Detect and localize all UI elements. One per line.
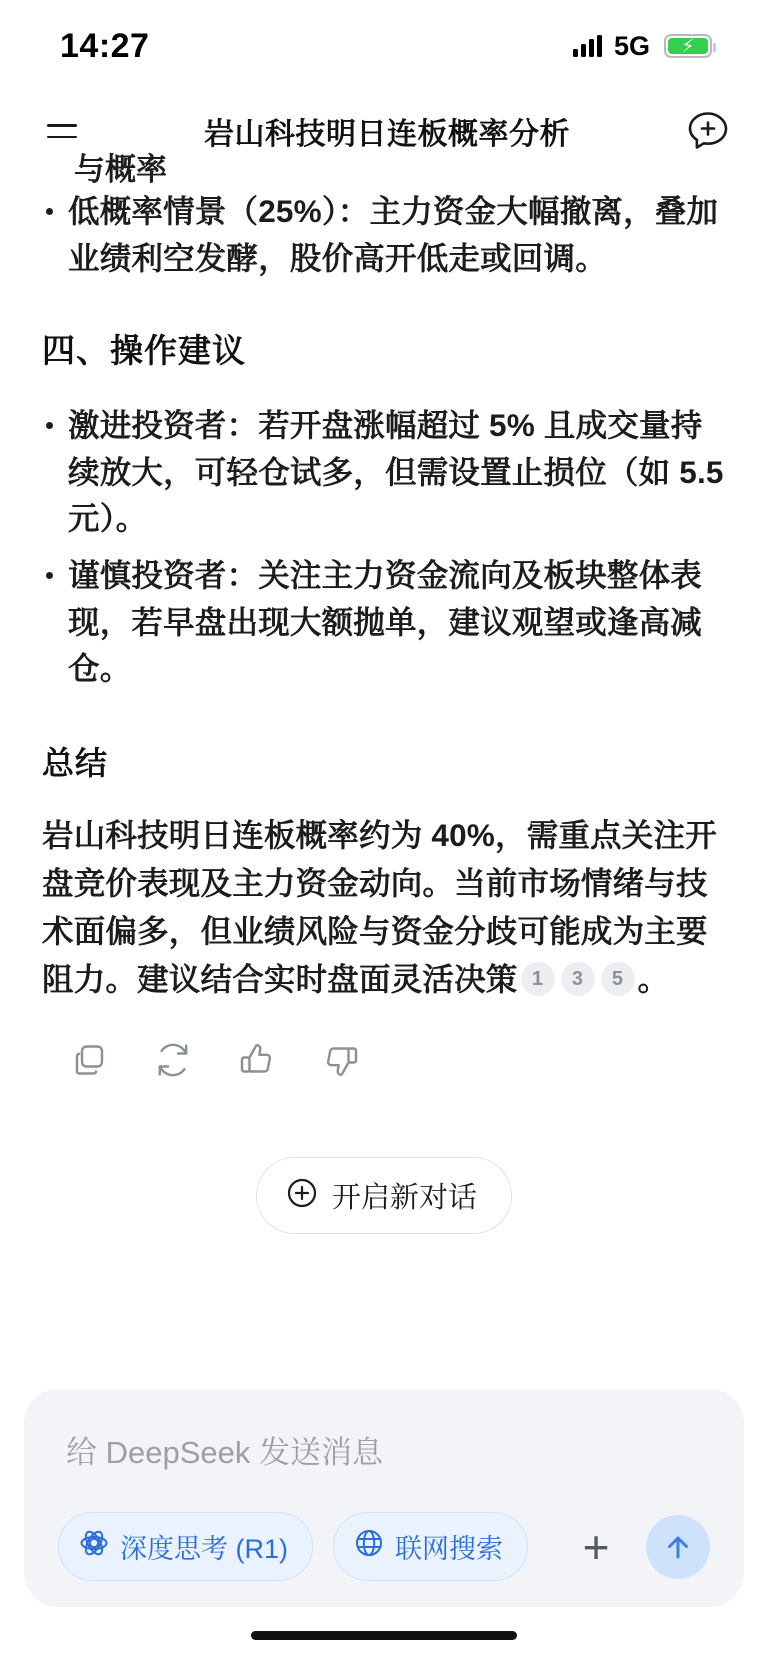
deepthink-label: 深度思考 (R1) (120, 1534, 288, 1564)
signal-bars-icon (573, 35, 602, 57)
bullet-list-advice (38, 402, 730, 692)
network-type-label: 5G (613, 30, 650, 61)
new-chat-plus-icon[interactable] (680, 103, 736, 159)
page-title: 岩山科技明日连板概率分析 (204, 118, 570, 151)
regenerate-icon[interactable] (146, 1033, 200, 1087)
start-new-chat-button[interactable] (256, 1157, 512, 1234)
citation-badge[interactable]: 1 (521, 962, 555, 996)
composer-toolbar (54, 1512, 714, 1583)
status-bar (0, 0, 768, 92)
deepthink-icon (79, 1528, 109, 1565)
clipped-previous-line (38, 152, 730, 188)
send-arrow-up-icon[interactable] (646, 1515, 710, 1579)
section-heading-summary: 总结 (42, 744, 109, 781)
summary-text-end: 。 (637, 960, 670, 997)
plus-circle-icon (285, 1176, 319, 1215)
plus-icon[interactable]: + (582, 1520, 610, 1573)
bullet-list-probability (38, 188, 730, 281)
web-search-toggle[interactable] (333, 1512, 528, 1581)
home-indicator-area (0, 1607, 768, 1663)
globe-icon (354, 1528, 384, 1565)
list-item: 低概率情景（25%）：主力资金大幅撤离，叠加业绩利空发酵，股价高开低走或回调。 (38, 188, 730, 281)
summary-paragraph (42, 812, 730, 1004)
status-time: 14:27 (60, 26, 150, 65)
composer (24, 1389, 744, 1607)
home-indicator (251, 1631, 517, 1640)
clipped-text: 与概率 (74, 152, 167, 187)
web-search-label: 联网搜索 (395, 1534, 503, 1564)
thumbs-up-icon[interactable] (230, 1033, 284, 1087)
list-item: 激进投资者：若开盘涨幅超过 5% 且成交量持续放大，可轻仓试多，但需设置止损位（如 5.5 元）。 (38, 402, 730, 542)
thumbs-down-icon[interactable] (314, 1033, 368, 1087)
list-item: 谨慎投资者：关注主力资金流向及板块整体表现，若早盘出现大额抛单，建议观望或逢高减仓。 (38, 552, 730, 692)
start-new-chat-label: 开启新对话 (331, 1182, 477, 1215)
section-heading-operations: 四、操作建议 (42, 332, 246, 370)
citation-badge[interactable]: 5 (601, 962, 635, 996)
battery-charging-icon: ⚡ (664, 34, 712, 58)
deepthink-toggle[interactable] (58, 1512, 313, 1581)
copy-icon[interactable] (62, 1033, 116, 1087)
message-content (0, 152, 768, 1353)
status-indicators (573, 31, 712, 62)
citation-badge[interactable]: 3 (561, 962, 595, 996)
message-input[interactable]: 给 DeepSeek 发送消息 (66, 1435, 383, 1470)
summary-text: 岩山科技明日连板概率约为 40%，需重点关注开盘竞价表现及主力资金动向。当前市场情绪与技术面偏多，但业绩风险与资金分歧可能成为主要阻力。建议结合实时盘面灵活决策 (42, 816, 717, 997)
new-chat-row (38, 1157, 730, 1234)
message-actions (62, 1033, 730, 1087)
